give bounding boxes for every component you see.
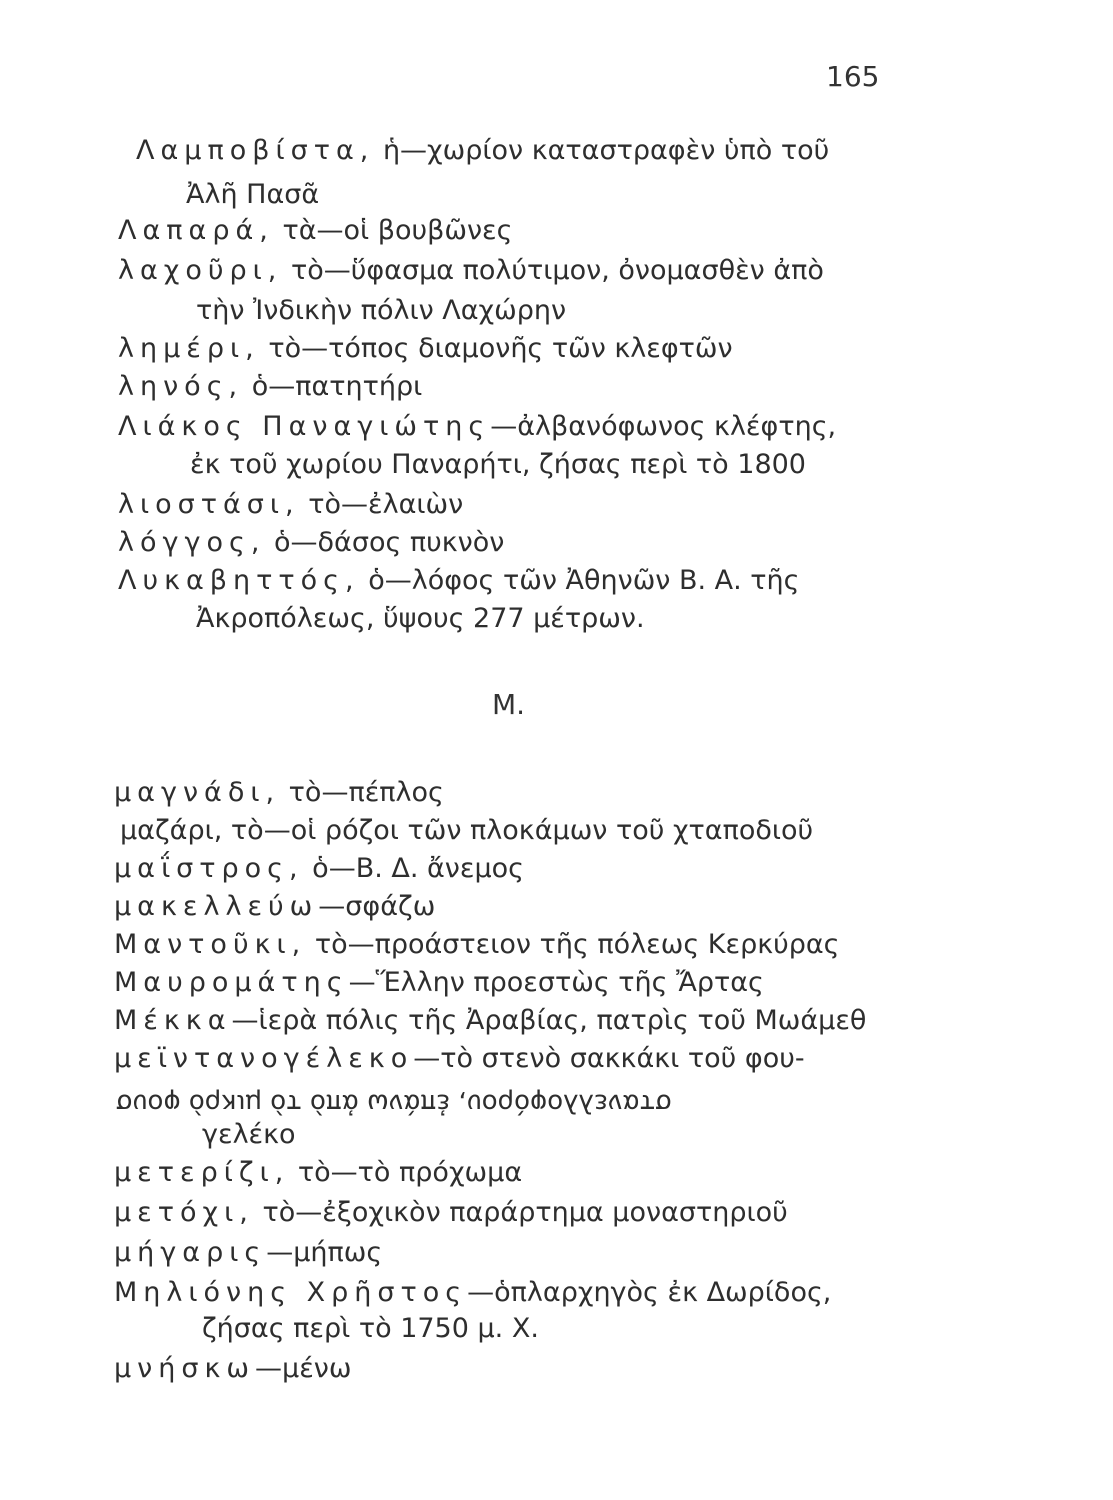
entry-definition: ὁ—Β. Δ. ἄνεμος: [312, 853, 525, 884]
entry-headword: μήγαρις: [114, 1237, 267, 1268]
entry-continuation: ζήσας περὶ τὸ 1750 μ. Χ.: [202, 1313, 539, 1344]
page-number: 165: [826, 60, 880, 93]
entry-line: [114, 1004, 866, 1038]
entry-line: [114, 776, 444, 810]
entry-line: [114, 1156, 522, 1190]
entry-headword: Μαυρομάτης: [114, 967, 349, 998]
entry-line: [118, 488, 463, 522]
entry-headword: μαγνάδι,: [114, 777, 281, 808]
entry-definition: τὸ—τὸ πρόχωμα: [297, 1157, 523, 1188]
entry-definition: τὰ—οἱ βουβῶνες: [282, 215, 513, 246]
entry-headword: λημέρι,: [118, 333, 260, 364]
entry-headword: μεϊντανογέλεκο: [114, 1043, 414, 1074]
entry-line: [114, 890, 435, 924]
entry-definition: —μήπως: [266, 1237, 383, 1268]
entry-headword: λιοστάσι,: [118, 489, 300, 520]
entry-definition: τὸ—προάστειον τῆς πόλεως Κερκύρας: [314, 929, 840, 960]
entry-headword: Λιάκος Παναγιώτης: [118, 411, 491, 442]
entry-definition: τὸ—ἐλαιὼν: [308, 489, 464, 520]
entry-headword: λόγγος,: [118, 527, 266, 558]
entry-headword: μακελλεύω: [114, 891, 319, 922]
entry-definition: —ὁπλαρχηγὸς ἐκ Δωρίδος,: [467, 1277, 832, 1308]
entry-definition: ὁ—πατητήρι: [251, 371, 423, 402]
entry-line: [118, 254, 824, 288]
upside-down-line: [116, 1086, 672, 1120]
entry-line: [114, 852, 524, 886]
entry-continuation: ἐκ τοῦ χωρίου Παναρήτι, ζήσας περὶ τὸ 1800: [190, 449, 806, 480]
entry-definition: —μένω: [255, 1353, 352, 1384]
entry-line: [114, 928, 840, 962]
entry-headword: Λυκαβηττός,: [118, 565, 360, 596]
entry-line: [118, 370, 422, 404]
entry-definition: τὸ—πέπλος: [288, 777, 444, 808]
entry-continuation: γελέκο: [202, 1119, 296, 1150]
entry-line: [136, 134, 829, 168]
entry-line: [118, 410, 836, 444]
entry-headword: λαχοῦρι,: [118, 255, 283, 286]
entry-line: [114, 1236, 382, 1270]
entry-line: [120, 814, 813, 848]
entry-line: [118, 526, 504, 560]
entry-definition: τὸ—οἱ ρόζοι τῶν πλοκάμων τοῦ χταποδιοῦ: [230, 815, 814, 846]
entry-headword: μνήσκω: [114, 1353, 256, 1384]
entry-headword: μαζάρι,: [120, 815, 223, 846]
entry-line: [118, 214, 512, 248]
entry-continuation: Ἀλῆ Πασᾶ: [186, 179, 320, 210]
entry-headword: Μηλιόνης Χρῆστος: [114, 1277, 468, 1308]
entry-line: [114, 1196, 788, 1230]
entry-definition: ὁ—δάσος πυκνὸν: [274, 527, 505, 558]
upside-down-text: στανελλοφόρου, ἐπάνω ἀπὸ τὸ μικρὸ φουσ: [116, 1088, 672, 1118]
entry-definition: ὁ—λόφος τῶν Ἀθηνῶν Β. Α. τῆς: [368, 565, 800, 596]
entry-continuation: Ἀκροπόλεως, ὕψους 277 μέτρων.: [196, 603, 645, 634]
entry-headword: ληνός,: [118, 371, 244, 402]
entry-headword: Μαντοῦκι,: [114, 929, 307, 960]
entry-headword: μετόχι,: [114, 1197, 254, 1228]
entry-line: [118, 564, 800, 598]
entry-definition: —Ἕλλην προεστὼς τῆς Ἄρτας: [348, 967, 764, 998]
entry-definition: —ἱερὰ πόλις τῆς Ἀραβίας, πατρὶς τοῦ Μωάμεθ: [231, 1005, 867, 1036]
entry-definition: τὸ—ἐξοχικὸν παράρτημα μοναστηριοῦ: [262, 1197, 788, 1228]
entry-line: [114, 966, 764, 1000]
entry-headword: μετερίζι,: [114, 1157, 290, 1188]
entry-definition: ἡ—χωρίον καταστραφὲν ὑπὸ τοῦ: [382, 135, 830, 166]
entry-headword: Λαπαρά,: [118, 215, 274, 246]
entry-line: [114, 1042, 805, 1076]
entry-headword: Μέκκα: [114, 1005, 232, 1036]
entry-definition: —σφάζω: [318, 891, 436, 922]
entry-headword: μαΐστρος,: [114, 853, 304, 884]
section-letter: Μ.: [492, 688, 526, 721]
entry-continuation: τὴν Ἰνδικὴν πόλιν Λαχώρην: [196, 295, 567, 326]
entry-line: [118, 332, 733, 366]
entry-headword: Λαμποβίστα,: [136, 135, 375, 166]
entry-line: [114, 1352, 351, 1386]
entry-definition: τὸ—τόπος διαμονῆς τῶν κλεφτῶν: [268, 333, 733, 364]
entry-definition: —ἀλβανόφωνος κλέφτης,: [490, 411, 837, 442]
entry-line: [114, 1276, 831, 1310]
entry-definition: —τὸ στενὸ σακκάκι τοῦ φου-: [413, 1043, 805, 1074]
entry-definition: τὸ—ὕφασμα πολύτιμον, ὀνομασθὲν ἀπὸ: [290, 255, 824, 286]
